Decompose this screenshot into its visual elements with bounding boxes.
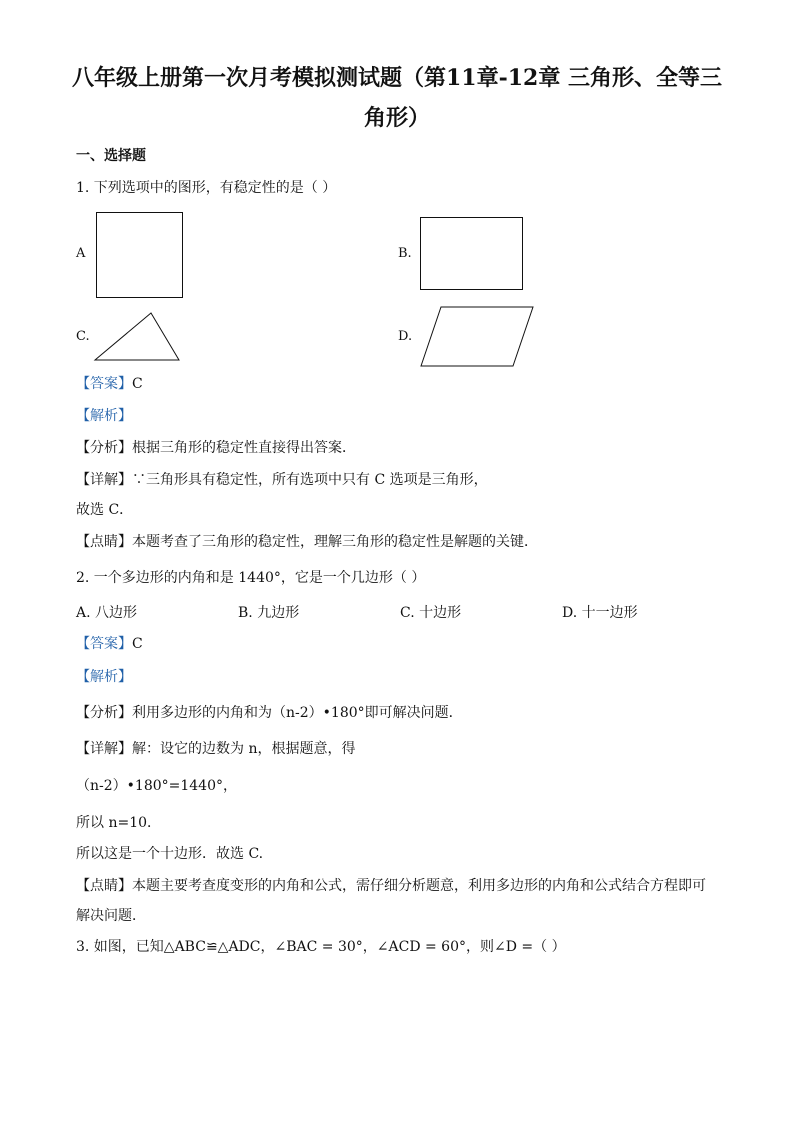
q2-fenxi-text: 利用多边形的内角和为（n-2）•180°即可解决问题． [132, 705, 463, 721]
q2-equation: （n-2）•180°=1440°， [76, 778, 237, 794]
q1-analysis-tag: 【解析】 [76, 408, 132, 424]
q1-answer [76, 374, 143, 394]
q2-choice-b: B. 九边形 [238, 605, 300, 621]
q2-detail [76, 739, 355, 759]
q1-detail-text: ∵三角形具有稳定性，所有选项中只有 C 选项是三角形， [132, 472, 488, 488]
q2-detail-text: 解：设它的边数为 n，根据题意，得 [132, 741, 356, 757]
q2-conclusion-n: 所以 n=10． [76, 815, 162, 831]
q2-choice-c: C. 十边形 [400, 605, 462, 621]
q2-dianjing-text: 本题主要考查度变形的内角和公式，需仔细分析题意，利用多边形的内角和公式结合方程即可 [132, 878, 706, 894]
q1-dianjing [76, 532, 538, 552]
q2-fenxi-tag: 【分析】 [76, 705, 132, 721]
q2-stem: 2. 一个多边形的内角和是 1440°，它是一个几边形（ ） [76, 570, 426, 586]
q1-option-b-rectangle [419, 216, 525, 292]
q1-stem: 1. 下列选项中的图形，有稳定性的是（ ） [76, 180, 337, 196]
q1-answer-tag: 【答案】 [76, 376, 132, 392]
q1-detail-conclusion: 故选 C． [76, 502, 134, 518]
q2-dianjing-tag: 【点睛】 [76, 878, 132, 894]
q1-option-b-label: B. [398, 246, 412, 261]
q2-dianjing [76, 876, 706, 896]
q1-option-a-square [96, 210, 184, 300]
q1-detail [76, 470, 488, 490]
q1-dianjing-tag: 【点睛】 [76, 534, 132, 550]
q3-stem: 3. 如图，已知△ABC≌△ADC，∠BAC = 30°，∠ACD = 60°，则∠D =（ ） [76, 939, 566, 955]
document-title-line1: 八年级上册第一次月考模拟测试题（第11章-12章 三角形、全等三 [71, 65, 723, 91]
q1-detail-tag: 【详解】 [76, 472, 132, 488]
q2-answer-value: C [132, 636, 143, 652]
q1-option-d-parallelogram [419, 305, 537, 369]
q2-dianjing-continued: 解决问题． [76, 908, 146, 924]
q2-fenxi [76, 703, 463, 723]
q2-detail-tag: 【详解】 [76, 741, 132, 757]
q1-answer-value: C [132, 376, 143, 392]
q1-option-a-label: A [76, 246, 86, 261]
q2-conclusion-shape: 所以这是一个十边形．故选 C. [76, 846, 264, 862]
q2-answer-tag: 【答案】 [76, 636, 132, 652]
q2-analysis-tag: 【解析】 [76, 669, 132, 685]
q1-option-c-triangle [94, 310, 182, 364]
q1-fenxi-text: 根据三角形的稳定性直接得出答案． [132, 440, 356, 456]
q1-dianjing-text: 本题考查了三角形的稳定性，理解三角形的稳定性是解题的关键． [132, 534, 538, 550]
q1-fenxi-tag: 【分析】 [76, 440, 132, 456]
document-title-line2: 角形） [363, 105, 430, 131]
q2-answer [76, 634, 143, 654]
q2-choice-a: A. 八边形 [76, 605, 138, 621]
q1-option-d-label: D. [398, 329, 413, 344]
section-heading-choice: 一、选择题 [76, 148, 146, 164]
q1-fenxi [76, 438, 356, 458]
q2-choice-d: D. 十一边形 [562, 605, 638, 621]
q1-option-c-label: C. [76, 329, 90, 344]
